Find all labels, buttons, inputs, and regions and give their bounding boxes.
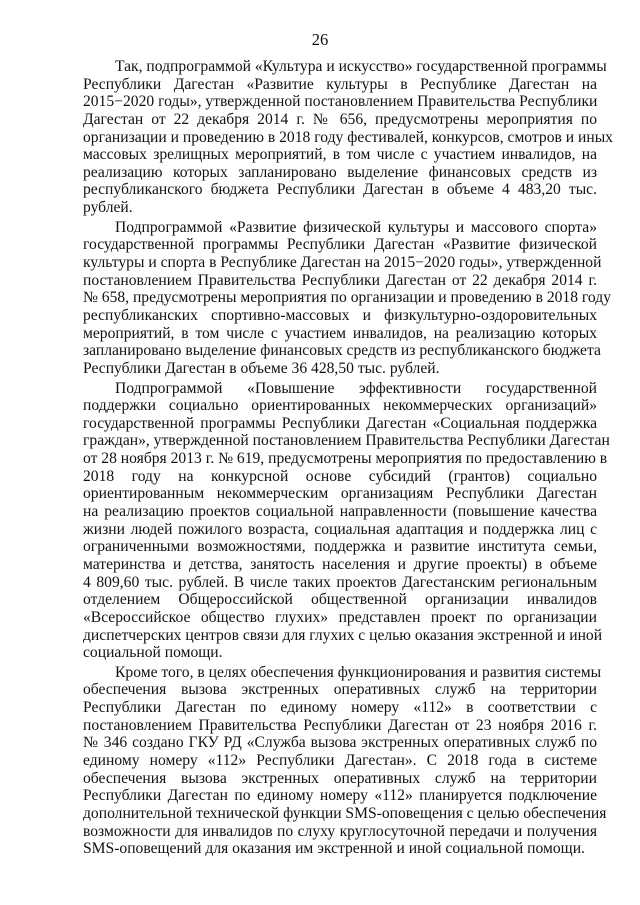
text-line: возможности для инвалидов по слуху круглосуточной передачи и получения: [83, 822, 597, 840]
text-line: Республики Дагестан «Развитие культуры в Республике Дагестан на: [83, 75, 597, 93]
text-line: «Всероссийское общество глухих» представлен проект по организации: [83, 608, 597, 626]
text-line: от 28 ноября 2013 г. № 619, предусмотрены мероприятия по предоставлению в: [83, 450, 608, 468]
text-line: рублей.: [83, 199, 133, 217]
text-line: 2018 году на конкурсной основе субсидий (грантов) социально: [83, 467, 597, 485]
paragraph-nko-support: [83, 379, 610, 662]
text-line: диспетчерских центров связи для глухих с целью оказания экстренной и иной: [83, 626, 603, 644]
paragraph-emergency-112: [83, 663, 607, 858]
text-line: Республики Дагестан по единому номеру «112» в соответствии с: [83, 699, 597, 717]
text-line: единому номеру «112» Республики Дагестан». С 2018 года в системе: [83, 751, 597, 769]
text-line: материнства и детства, занятость населения и другие проекты) в объеме: [83, 555, 597, 573]
text-line: № 346 создано ГКУ РД «Служба вызова экстренных оперативных служб по: [83, 734, 597, 752]
text-line: на реализацию проектов социальной направленности (повышение качества: [83, 503, 597, 521]
text-line: социальной помощи.: [83, 644, 223, 662]
text-line: Кроме того, в целях обеспечения функционирования и развития системы: [115, 663, 602, 681]
text-line: постановлением Правительства Республики Дагестан от 23 ноября 2016 г.: [83, 716, 597, 734]
text-line: Подпрограммой «Развитие физической культуры и массового спорта»: [115, 218, 597, 236]
text-line: республиканских спортивно-массовых и физкультурно-оздоровительных: [83, 306, 597, 324]
text-line: 2015−2020 годы», утвержденной постановлением Правительства Республики: [83, 93, 598, 111]
text-line: ограниченными возможностями, поддержка и развитие института семьи,: [83, 538, 597, 556]
text-line: мероприятий, в том числе с участием инвалидов, на реализацию которых: [83, 324, 597, 342]
text-line: организации и проведению в 2018 году фестивалей, конкурсов, смотров и иных: [83, 128, 613, 146]
text-line: государственной программы Республики Дагестан «Социальная поддержка: [83, 414, 597, 432]
text-line: Республики Дагестан по единому номеру «112» планируется подключение: [83, 787, 597, 805]
text-line: Подпрограммой «Повышение эффективности государственной: [115, 379, 597, 397]
text-line: отделением Общероссийской общественной организации инвалидов: [83, 591, 597, 609]
text-line: 4 809,60 тыс. рублей. В числе таких проектов Дагестанским региональным: [83, 573, 597, 591]
text-line: поддержки социально ориентированных некоммерческих организаций»: [83, 397, 597, 415]
text-line: республиканского бюджета Республики Дагестан в объеме 4 483,20 тыс.: [83, 181, 597, 199]
text-line: Так, подпрограммой «Культура и искусство» государственной программы: [115, 58, 607, 75]
text-line: постановлением Правительства Республики Дагестан от 22 декабря 2014 г.: [83, 271, 597, 289]
text-line: государственной программы Республики Дагестан «Развитие физической: [83, 236, 597, 254]
text-line: культуры и спорта в Республике Дагестан на 2015−2020 годы», утвержденной: [83, 254, 602, 272]
text-line: дополнительной технической функции SMS-оповещения с целью обеспечения: [83, 804, 607, 822]
paragraph-sport-program: [83, 218, 612, 378]
text-line: жизни людей пожилого возраста, социальная адаптация и поддержка лиц с: [83, 520, 597, 538]
text-line: Дагестан от 22 декабря 2014 г. № 656, предусмотрены мероприятия по: [83, 110, 597, 128]
text-line: реализацию которых запланировано выделение финансовых средств из: [83, 163, 597, 181]
text-line: SMS-оповещений для оказания им экстренной и иной социальной помощи.: [83, 840, 585, 858]
text-line: обеспечения вызова экстренных оперативных служб на территории: [83, 681, 597, 699]
text-line: № 658, предусмотрены мероприятия по организации и проведению в 2018 году: [83, 289, 612, 307]
text-line: ориентированным некоммерческим организациям Республики Дагестан: [83, 485, 597, 503]
text-line: запланировано выделение финансовых средств из республиканского бюджета: [83, 342, 601, 360]
paragraph-culture-program: [83, 58, 613, 217]
page-number: 26: [311, 30, 329, 49]
text-line: граждан», утвержденной постановлением Правительства Республики Дагестан: [83, 432, 610, 450]
text-line: массовых зрелищных мероприятий, в том числе с участием инвалидов, на: [83, 146, 597, 164]
text-line: Республики Дагестан в объеме 36 428,50 тыс. рублей.: [83, 359, 440, 377]
text-line: обеспечения вызова экстренных оперативных служб на территории: [83, 769, 597, 787]
document-body: [83, 58, 613, 858]
